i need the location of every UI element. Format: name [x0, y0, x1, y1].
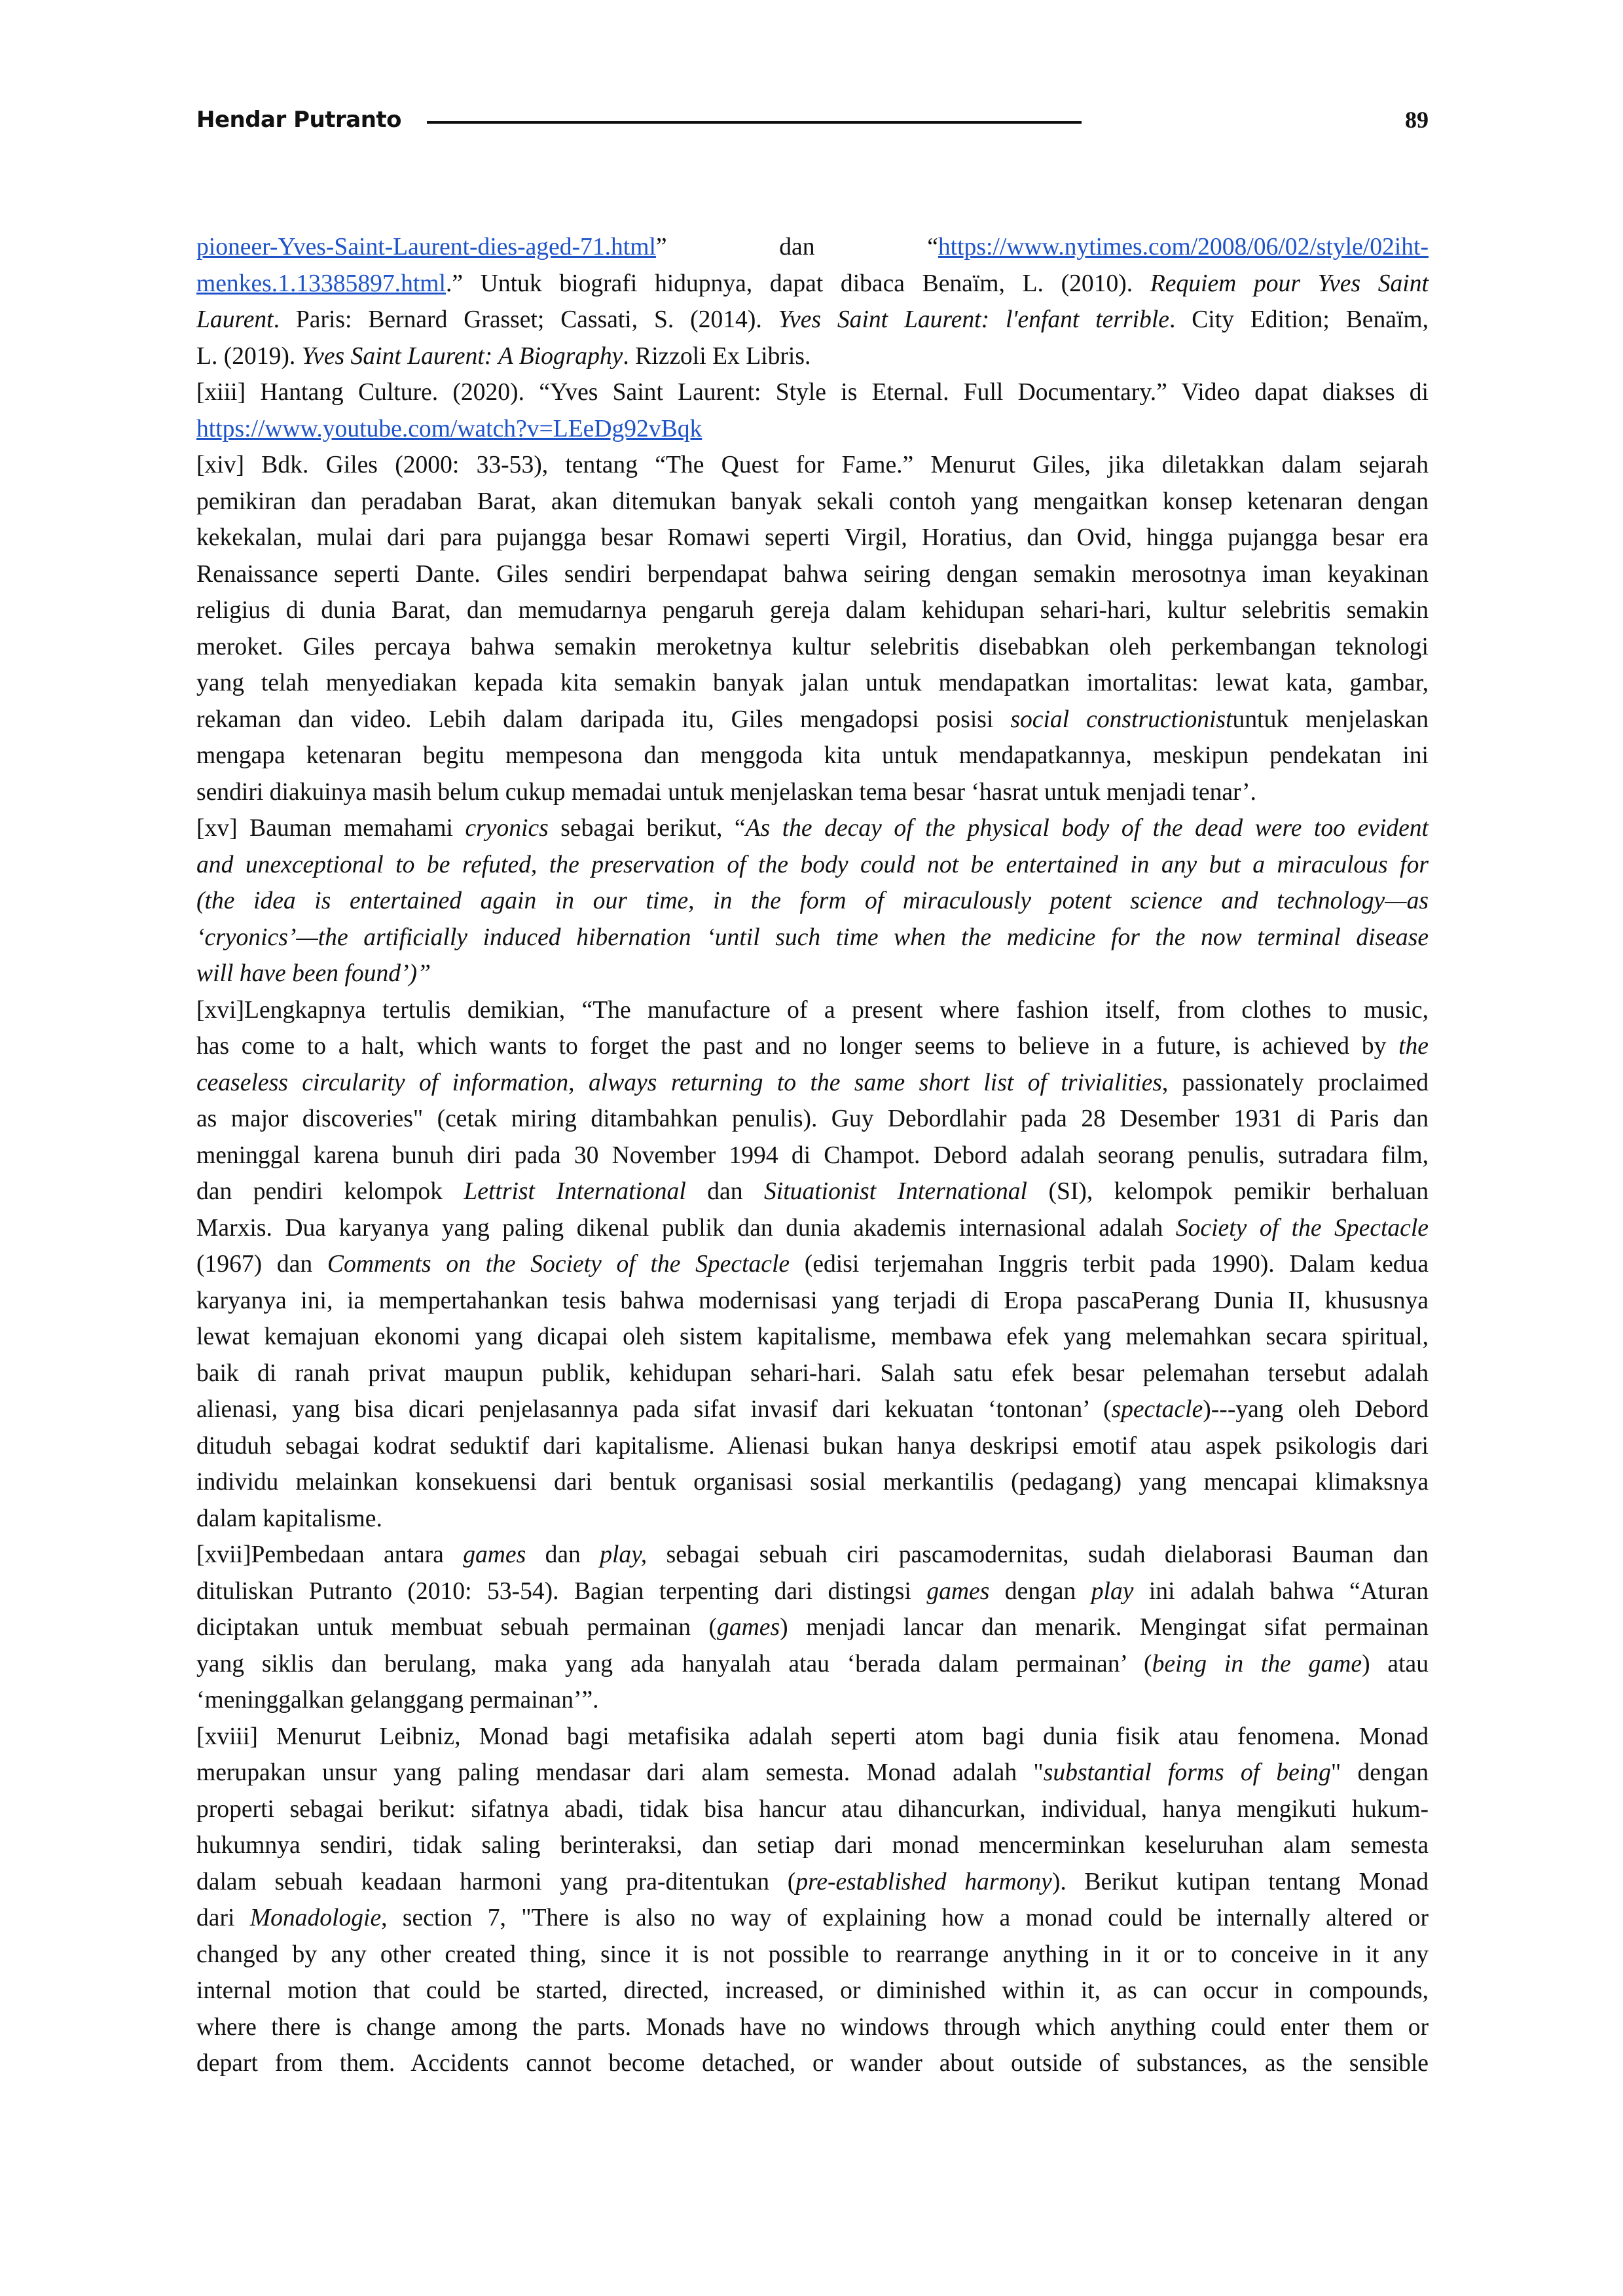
text-line: yang telah menyediakan kepada kita semakin banyak jalan untuk mendapatkan imortalitas: lewat kata, gambar,: [196, 670, 1429, 696]
footnote-link[interactable]: menkes.1.13385897.html: [196, 270, 446, 297]
text-line: [xviii] Menurut Leibniz, Monad bagi metafisika adalah seperti atom bagi dunia fisik atau fenomena. Monad: [196, 1723, 1429, 1750]
text-line: Renaissance seperti Dante. Giles sendiri berpendapat bahwa seiring dengan semakin merosotnya iman keyakinan: [196, 560, 1429, 588]
footnote-xvi: [196, 992, 1429, 1537]
text-line: hukumnya sendiri, tidak saling berinteraksi, dan setiap dari monad mencerminkan keseluruhan alam semesta: [196, 1832, 1429, 1859]
footnote-xii-continued: [196, 229, 1429, 374]
text-line: karyanya ini, ia mempertahankan tesis bahwa modernisasi yang terjadi di Eropa pascaPerang Dunia II, khususnya: [196, 1287, 1429, 1314]
text-line: L. (2019). Yves Saint Laurent: A Biography. Rizzoli Ex Libris.: [196, 342, 811, 370]
text-line: dari Monadologie, section 7, "There is also no way of explaining how a monad could be internally altered or: [196, 1905, 1429, 1931]
text-line: dalam sebuah keadaan harmoni yang pra-ditentukan (pre-established harmony). Berikut kutipan tentang Monad: [196, 1868, 1429, 1895]
text-line: merupakan unsur yang paling mendasar dari alam semesta. Monad adalah "substantial forms of being" dengan: [196, 1759, 1429, 1786]
text-line: [xvii]Pembedaan antara games dan play, sebagai sebuah ciri pascamodernitas, sudah dielaborasi Bauman dan: [196, 1541, 1429, 1568]
text-line: will have been found’)”: [196, 960, 431, 987]
text-line: properti sebagai berikut: sifatnya abadi, tidak bisa hancur atau dihancurkan, individual, hanya mengikuti hukum-: [196, 1795, 1429, 1823]
footnote-xiii: [196, 374, 1429, 447]
text-line: [xvi]Lengkapnya tertulis demikian, “The manufacture of a present where fashion itself, from clothes to music,: [196, 996, 1429, 1024]
text-line: internal motion that could be started, directed, increased, or diminished within it, as can occur in compounds,: [196, 1977, 1429, 2004]
text-line: ‘cryonics’—the artificially induced hibernation ‘until such time when the medicine for the now terminal disease: [196, 924, 1429, 951]
text-line: sendiri diakuinya masih belum cukup memadai untuk menjelaskan tema besar ‘hasrat untuk menjadi tenar’.: [196, 778, 1256, 806]
text-line: dituliskan Putranto (2010: 53-54). Bagian terpenting dari distingsi games dengan play ini adalah bahwa “Aturan: [196, 1577, 1429, 1605]
header-author: Hendar Putranto: [196, 107, 402, 133]
page-number: 89: [1405, 107, 1429, 133]
text-line: individu melainkan konsekuensi dari bentuk organisasi sosial merkantilis (pedagang) yang mencapai klimaksnya: [196, 1469, 1429, 1496]
footnote-link[interactable]: https://www.youtube.com/watch?v=LEeDg92vBqk: [196, 415, 702, 442]
text-line: yang siklis dan berulang, maka yang ada hanyalah atau ‘berada dalam permainan’ (being in the game) atau: [196, 1650, 1429, 1677]
text-line: where there is change among the parts. Monads have no windows through which anything could enter them or: [196, 2013, 1429, 2041]
text-line: alienasi, yang bisa dicari penjelasannya pada sifat invasif dari kekuatan ‘tontonan’ (spectacle)---yang oleh Debord: [196, 1396, 1429, 1423]
header-rule: [427, 121, 1082, 124]
footnote-link[interactable]: pioneer-Yves-Saint-Laurent-dies-aged-71.html: [196, 234, 656, 260]
footnote-xvii: [196, 1537, 1429, 1719]
footnote-xviii: [196, 1719, 1429, 2082]
text-line: meroket. Giles percaya bahwa semakin meroketnya kultur selebritis disebabkan oleh perkembangan teknologi: [196, 633, 1429, 660]
text-line: menkes.1.13385897.html.” Untuk biografi hidupnya, dapat dibaca Benaïm, L. (2010). Requiem pour Yves Saint: [196, 270, 1429, 297]
text-line: diciptakan untuk membuat sebuah permainan (games) menjadi lancar dan menarik. Mengingat sifat permainan: [196, 1614, 1429, 1641]
text-line: rekaman dan video. Lebih dalam daripada itu, Giles mengadopsi posisi social constructionistuntuk menjelaskan: [196, 706, 1429, 733]
text-line: religius di dunia Barat, dan memudarnya pengaruh gereja dalam kehidupan sehari-hari, kultur selebritis semakin: [196, 597, 1429, 624]
text-line: dituduh sebagai kodrat seduktif dari kapitalisme. Alienasi bukan hanya deskripsi emotif atau aspek psikologis dari: [196, 1432, 1429, 1460]
text-line: depart from them. Accidents cannot become detached, or wander about outside of substances, as the sensible: [196, 2050, 1429, 2077]
running-header: [196, 103, 1429, 136]
text-line: ‘meninggalkan gelanggang permainan’”.: [196, 1687, 599, 1713]
text-line: meninggal karena bunuh diri pada 30 November 1994 di Champot. Debord adalah seorang penulis, sutradara film,: [196, 1141, 1429, 1169]
text-line: mengapa ketenaran begitu mempesona dan menggoda kita untuk mendapatkannya, meskipun pendekatan ini: [196, 742, 1429, 769]
text-line: baik di ranah privat maupun publik, kehidupan sehari-hari. Salah satu efek besar pelemahan tersebut adalah: [196, 1359, 1429, 1387]
footnote-xv: [196, 810, 1429, 992]
text-line: ceaseless circularity of information, always returning to the same short list of trivialities, passionately proclaimed: [196, 1069, 1429, 1096]
text-line: [196, 411, 1429, 448]
text-line: (1967) dan Comments on the Society of the Spectacle (edisi terjemahan Inggris terbit pada 1990). Dalam kedua: [196, 1251, 1429, 1278]
text-line: changed by any other created thing, since it is not possible to rearrange anything in it or to conceive in it any: [196, 1941, 1429, 1968]
footnote-link[interactable]: https://www.nytimes.com/2008/06/02/style/02iht-: [938, 234, 1429, 260]
text-line: Laurent. Paris: Bernard Grasset; Cassati, S. (2014). Yves Saint Laurent: l'enfant terrible. City Edition; Benaïm,: [196, 306, 1429, 333]
text-line: and unexceptional to be refuted, the preservation of the body could not be entertained in any but a miraculous for: [196, 851, 1429, 878]
text-line: (the idea is entertained again in our time, in the form of miraculously potent science and technology—as: [196, 888, 1429, 914]
text-line: kekekalan, mulai dari para pujangga besar Romawi seperti Virgil, Horatius, dan Ovid, hingga pujangga besar era: [196, 524, 1429, 551]
text-line: lewat kemajuan ekonomi yang dicapai oleh sistem kapitalisme, membawa efek yang melemahkan secara spiritual,: [196, 1323, 1429, 1350]
text-line: [xiv] Bdk. Giles (2000: 33-53), tentang “The Quest for Fame.” Menurut Giles, jika diletakkan dalam sejarah: [196, 452, 1429, 478]
text-line: dalam kapitalisme.: [196, 1505, 382, 1532]
text-line: dan pendiri kelompok Lettrist International dan Situationist International (SI), kelompok pemikir berhaluan: [196, 1178, 1429, 1205]
text-line: pemikiran dan peradaban Barat, akan ditemukan banyak sekali contoh yang mengaitkan konsep ketenaran dengan: [196, 488, 1429, 515]
footnotes-body: [196, 229, 1429, 2082]
footnote-xiv: [196, 447, 1429, 810]
text-line: pioneer-Yves-Saint-Laurent-dies-aged-71.html” dan “https://www.nytimes.com/2008/06/02/style/02iht-: [196, 234, 1429, 260]
text-line: Marxis. Dua karyanya yang paling dikenal publik dan dunia akademis internasional adalah Society of the Spectacle: [196, 1214, 1429, 1242]
text-line: [xiii] Hantang Culture. (2020). “Yves Saint Laurent: Style is Eternal. Full Documentary.” Video dapat diakses di: [196, 379, 1429, 406]
text-line: [xv] Bauman memahami cryonics sebagai berikut, “As the decay of the physical body of the dead were too evident: [196, 815, 1429, 842]
text-line: has come to a halt, which wants to forget the past and no longer seems to believe in a future, is achieved by the: [196, 1033, 1429, 1060]
text-line: as major discoveries" (cetak miring ditambahkan penulis). Guy Debordlahir pada 28 Desember 1931 di Paris dan: [196, 1105, 1429, 1132]
